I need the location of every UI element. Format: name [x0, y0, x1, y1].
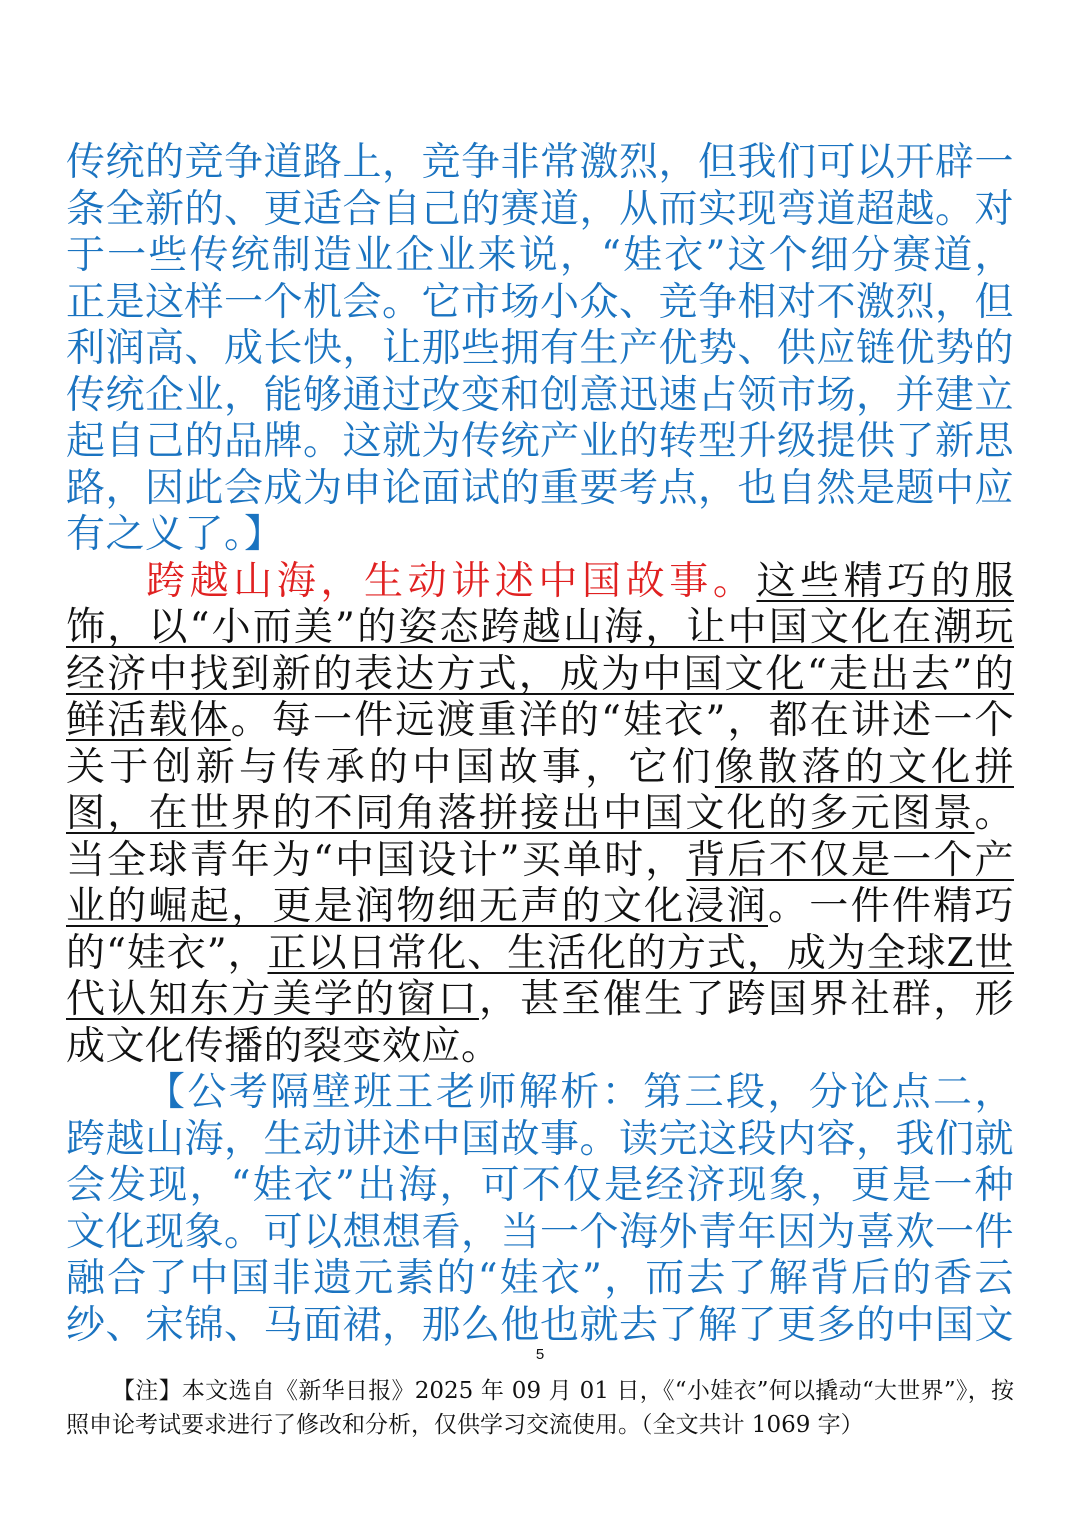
source-footnote: 【注】本文选自《新华日报》2025 年 09 月 01 日，《“小娃衣”何以撬动“大世界”》，按照申论考试要求进行了修改和分析，仅供学习交流使用。（全文共计 1069 字）	[66, 1378, 1014, 1438]
section-heading: 跨越山海，生动讲述中国故事。	[146, 558, 757, 604]
body-text-3: 。一件件精巧的“娃衣”，	[66, 884, 1014, 976]
analysis-paragraph-continued: 传统的竞争道路上，竞争非常激烈，但我们可以开辟一条全新的、更适合自己的赛道，从而实现弯道超越。对于一些传统制造业企业来说，“娃衣”这个细分赛道，正是这样一个机会。它市场小众、竞争相对不激烈，但利润高、成长快，让那些拥有生产优势、供应链优势的传统企业，能够通过改变和创意迅速占领市场，并建立起自己的品牌。这就为传统产业的转型升级提供了新思路，因此会成为申论面试的重要考点，也自然是题中应有之义了。】	[66, 140, 1015, 557]
underlined-sentence-4: 正以日常化、生活化的方式，成为全球Z世代认知东方美学的窗口	[66, 930, 1014, 1022]
body-text-4: ，甚至催生了跨国界社群，形成文化传播的裂变效应。	[66, 977, 1014, 1069]
analysis-paragraph-3: 【公考隔壁班王老师解析：第三段，分论点二，跨越山海，生动讲述中国故事。读完这段内容，我们就会发现，“娃衣”出海，可不仅是经济现象，更是一种文化现象。可以想想看，当一个海外青年因为喜欢一件融合了中国非遗元素的“娃衣”，而去了解背后的香云纱、宋锦、马面裙，那么他也就去了解了更多的中国文	[66, 1070, 1015, 1348]
underlined-sentence-2: 像散落的文化拼图，在世界的不同角落拼接出中国文化的多元图景	[66, 744, 1014, 836]
body-paragraph-3	[66, 559, 1014, 1071]
body-text-1: 。每一件远渡重洋的“娃衣”，都在讲述一个关于创新与传承的中国故事，它们	[66, 698, 1014, 790]
underlined-sentence-1: 这些精巧的服饰，以“小而美”的姿态跨越山海，让中国文化在潮玩经济中找到新的表达方式，成为中国文化“走出去”的鲜活载体	[66, 558, 1014, 743]
page-number: 5	[535, 1346, 545, 1363]
body-text-2: 。当全球青年为“中国设计”买单时，	[66, 791, 1014, 883]
underlined-sentence-3: 背后不仅是一个产业的崛起，更是润物细无声的文化浸润	[66, 837, 1014, 929]
document-body	[66, 140, 1014, 1349]
